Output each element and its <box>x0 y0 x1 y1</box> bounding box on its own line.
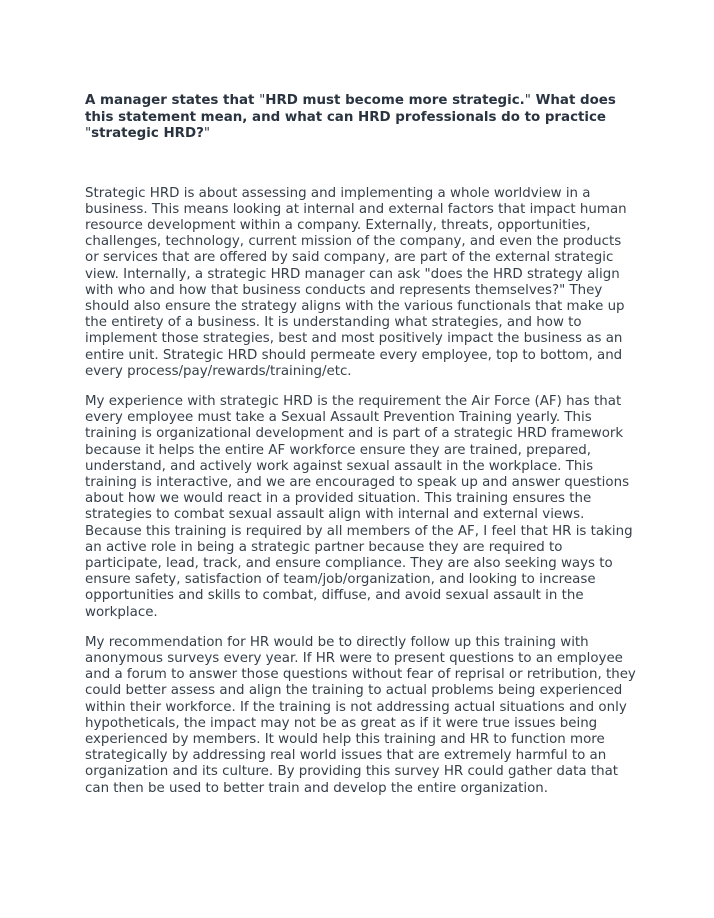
question-text-part2: What does this statement mean, and what can HRD professionals do to practice <box>85 93 616 125</box>
question-quote-close-1: " <box>524 93 531 108</box>
question-quote-open-2: " <box>85 126 92 141</box>
question-heading <box>85 93 637 143</box>
question-quote-1: HRD must become more strategic. <box>265 93 525 108</box>
document-page <box>85 93 637 811</box>
question-quote-2: strategic HRD? <box>91 126 204 141</box>
question-quote-close-2: " <box>203 126 211 141</box>
answer-paragraph: Strategic HRD is about assessing and implementing a whole worldview in a business. This means looking at internal and external factors that impact human resource development within a company. Externally, threats, opportunities, challenges, technology, current mission of the company, and even the products or services that are offered by said company, are part of the external strategic view. Internally, a strategic HRD manager can ask "does the HRD strategy align with who and how that business conducts and represents themselves?" They should also ensure the strategy aligns with the various functionals that make up the entirety of a business. It is understanding what strategies, and how to implement those strategies, best and most positively impact the business as an entire unit. Strategic HRD should permeate every employee, top to bottom, and every process/pay/rewards/training/etc. <box>85 185 627 379</box>
answer-body <box>85 186 637 797</box>
answer-paragraph: My experience with strategic HRD is the requirement the Air Force (AF) has that every employee must take a Sexual Assault Prevention Training yearly. This training is organizational development and is part of a strategic HRD framework because it helps the entire AF workforce ensure they are trained, prepared, understand, and actively work against sexual assault in the workplace. This training is interactive, and we are encouraged to speak up and answer questions about how we would react in a provided situation. This training ensures the strategies to combat sexual assault align with internal and external views. Because this training is required by all members of the AF, I feel that HR is taking an active role in being a strategic partner because they are required to participate, lead, track, and ensure compliance. They are also seeking ways to ensure safety, satisfaction of team/job/organization, and looking to increase opportunities and skills to combat, diffuse, and avoid sexual assault in the workplace. <box>85 393 633 620</box>
question-text-part1: A manager states that <box>85 93 260 108</box>
answer-paragraph: My recommendation for HR would be to directly follow up this training with anonymous surveys every year. If HR were to present questions to an employee and a forum to answer those questions without fear of reprisal or retribution, they could better assess and align the training to actual problems being experienced within their workforce. If the training is not addressing actual situations and only hypotheticals, the impact may not be as great as if it were true issues being experienced by members. It would help this training and HR to function more strategically by addressing real world issues that are extremely harmful to an organization and its culture. By providing this survey HR could gather data that can then be used to better train and develop the entire organization. <box>85 634 636 796</box>
question-quote-open-1: " <box>259 93 266 108</box>
